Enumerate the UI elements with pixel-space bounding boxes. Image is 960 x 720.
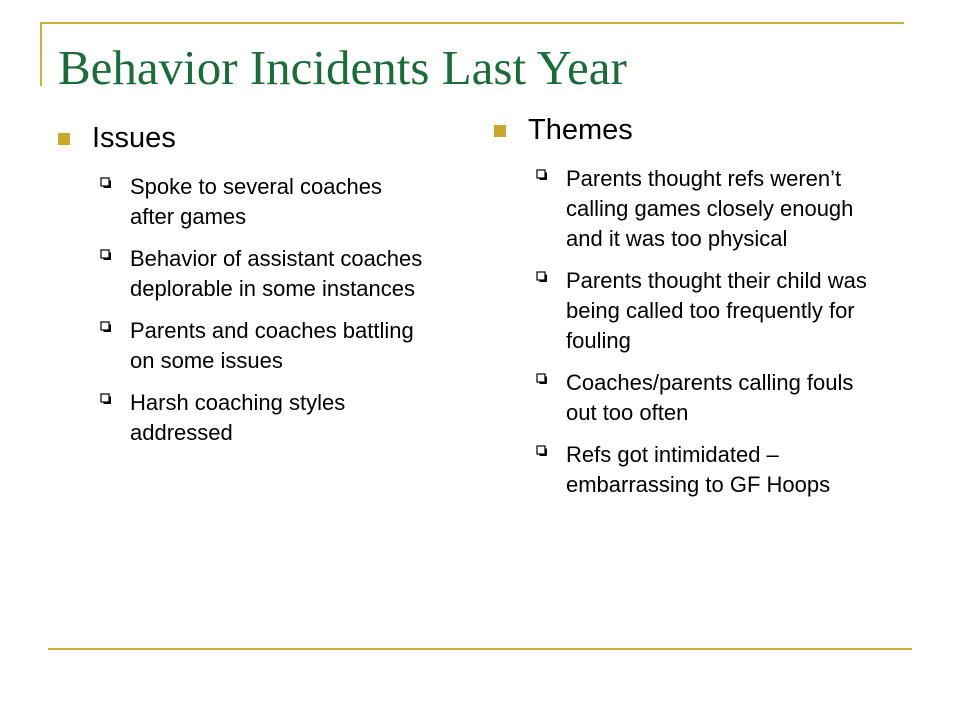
list-item-text: Spoke to several coaches after games [130, 174, 382, 229]
square-bullet-icon [494, 125, 506, 137]
list-item [536, 164, 894, 254]
themes-list [494, 164, 894, 500]
hollow-square-bullet-icon [100, 393, 116, 405]
hollow-square-bullet-icon [536, 271, 552, 283]
hollow-square-bullet-icon [100, 321, 116, 333]
bottom-rule [48, 648, 912, 650]
square-bullet-icon [58, 133, 70, 145]
hollow-square-bullet-icon [100, 249, 116, 261]
list-item [100, 316, 438, 376]
hollow-square-bullet-icon [536, 445, 552, 457]
slide-title: Behavior Incidents Last Year [58, 40, 627, 95]
list-item-text: Harsh coaching styles addressed [130, 390, 346, 445]
issues-column [58, 118, 438, 460]
themes-heading-row [494, 110, 894, 150]
hollow-square-bullet-icon [100, 177, 116, 189]
left-rule [40, 22, 42, 86]
hollow-square-bullet-icon [536, 169, 552, 181]
list-item-text: Coaches/parents calling fouls out too often [566, 370, 854, 425]
themes-column [494, 110, 894, 512]
list-item-text: Behavior of assistant coaches deplorable in some instances [130, 246, 423, 301]
list-item [536, 266, 894, 356]
list-item [536, 368, 894, 428]
issues-heading: Issues [92, 122, 176, 154]
list-item-text: Parents and coaches battling on some issues [130, 318, 414, 373]
issues-heading-row [58, 118, 438, 158]
hollow-square-bullet-icon [536, 373, 552, 385]
top-rule [40, 22, 904, 24]
list-item-text: Parents thought refs weren’t calling games closely enough and it was too physical [566, 166, 854, 251]
list-item-text: Parents thought their child was being called too frequently for fouling [566, 268, 867, 353]
themes-heading: Themes [528, 114, 633, 146]
list-item [536, 440, 894, 500]
list-item [100, 244, 438, 304]
list-item [100, 388, 438, 448]
issues-list [58, 172, 438, 448]
list-item [100, 172, 438, 232]
list-item-text: Refs got intimidated – embarrassing to GF Hoops [566, 442, 831, 497]
